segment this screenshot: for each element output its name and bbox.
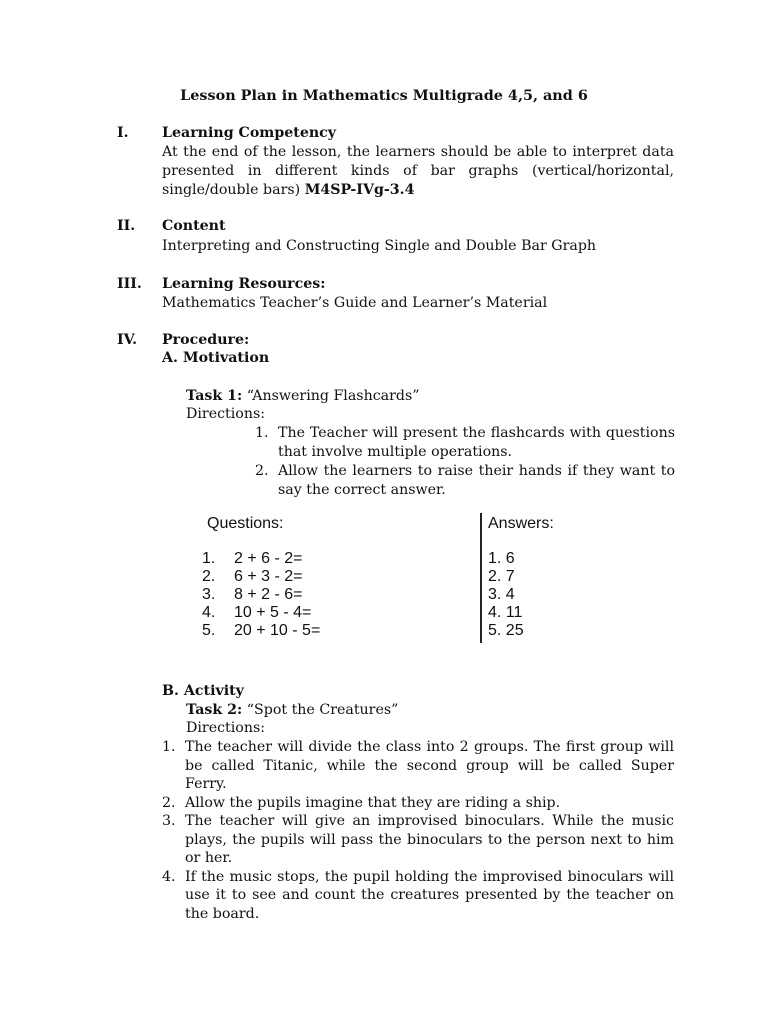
table-divider <box>480 513 482 643</box>
list-number: 3. <box>162 813 176 829</box>
answer-row: 1. 6 <box>488 550 515 567</box>
section-heading: Learning Resources: <box>162 276 326 292</box>
question-number: 5. <box>202 622 216 639</box>
section-heading: Procedure: <box>162 332 250 348</box>
section-number: III. <box>117 276 142 292</box>
list-text: If the music stops, the pupil holding the improvised binoculars will use it to see and count the creatures presented by the teacher on the board. <box>185 868 674 922</box>
list-text: The Teacher will present the flashcards with questions that involve multiple operations. <box>278 425 675 460</box>
section-number: I. <box>117 125 129 141</box>
question-row <box>202 568 303 586</box>
list-item <box>162 812 674 868</box>
task-1-name: “Answering Flashcards” <box>246 388 420 404</box>
activity-heading: B. Activity <box>162 683 244 699</box>
list-number: 1. <box>162 739 176 755</box>
page-title: Lesson Plan in Mathematics Multigrade 4,5, and 6 <box>180 87 588 104</box>
question-number: 3. <box>202 586 216 603</box>
answer-row: 2. 7 <box>488 568 515 585</box>
list-number: 2. <box>255 463 269 479</box>
question-text: 8 + 2 - 6= <box>234 586 303 603</box>
list-number: 4. <box>162 868 176 885</box>
task-2-line <box>186 701 398 720</box>
list-text: The teacher will divide the class into 2 groups. The first group will be called Titanic, while the second group will be called Super Ferry. <box>185 739 674 792</box>
section-heading: Learning Competency <box>162 125 337 141</box>
section-text <box>162 143 674 200</box>
list-text: Allow the pupils imagine that they are riding a ship. <box>185 794 561 811</box>
directions-label: Directions: <box>186 406 266 422</box>
answer-row: 5. 25 <box>488 622 524 639</box>
list-text: The teacher will give an improvised binoculars. While the music plays, the pupils will pass the binoculars to the person next to him or her. <box>185 813 674 866</box>
competency-code: M4SP-IVg-3.4 <box>304 182 415 198</box>
question-row <box>202 586 303 604</box>
list-item <box>255 462 675 500</box>
question-row <box>202 622 320 640</box>
activity-directions-label: Directions: <box>186 720 266 736</box>
motivation-heading: A. Motivation <box>162 350 270 366</box>
list-item <box>255 424 675 462</box>
answer-row: 4. 11 <box>488 604 523 621</box>
question-text: 10 + 5 - 4= <box>234 604 312 621</box>
answer-row: 3. 4 <box>488 586 515 603</box>
section-number: IV. <box>117 332 138 348</box>
list-text: Allow the learners to raise their hands if they want to say the correct answer. <box>278 463 675 498</box>
task-1-line <box>186 387 420 406</box>
list-item <box>162 794 674 813</box>
list-item <box>162 868 674 924</box>
question-number: 4. <box>202 604 216 621</box>
task-2-name: “Spot the Creatures” <box>246 702 399 718</box>
list-number: 1. <box>255 425 269 441</box>
questions-header: Questions: <box>207 515 284 532</box>
motivation-directions <box>255 424 675 500</box>
question-number: 1. <box>202 550 216 567</box>
section-heading: Content <box>162 218 226 234</box>
question-text: 20 + 10 - 5= <box>234 622 321 639</box>
section-number: II. <box>117 218 136 234</box>
question-row <box>202 550 303 568</box>
question-number: 2. <box>202 568 216 585</box>
activity-directions <box>162 738 674 923</box>
question-text: 2 + 6 - 2= <box>234 550 303 567</box>
list-item <box>162 738 674 794</box>
question-row <box>202 604 311 622</box>
list-number: 2. <box>162 794 176 811</box>
competency-text: At the end of the lesson, the learners should be able to interpret data presented in different kinds of bar graphs (vertical/horizontal, single/double bars) <box>162 144 674 198</box>
task-1-label: Task 1: <box>186 388 243 404</box>
section-text: Mathematics Teacher’s Guide and Learner’s Material <box>162 295 548 311</box>
task-2-label: Task 2: <box>186 702 243 718</box>
answers-header: Answers: <box>488 515 554 532</box>
question-text: 6 + 3 - 2= <box>234 568 303 585</box>
section-text: Interpreting and Constructing Single and Double Bar Graph <box>162 238 597 254</box>
